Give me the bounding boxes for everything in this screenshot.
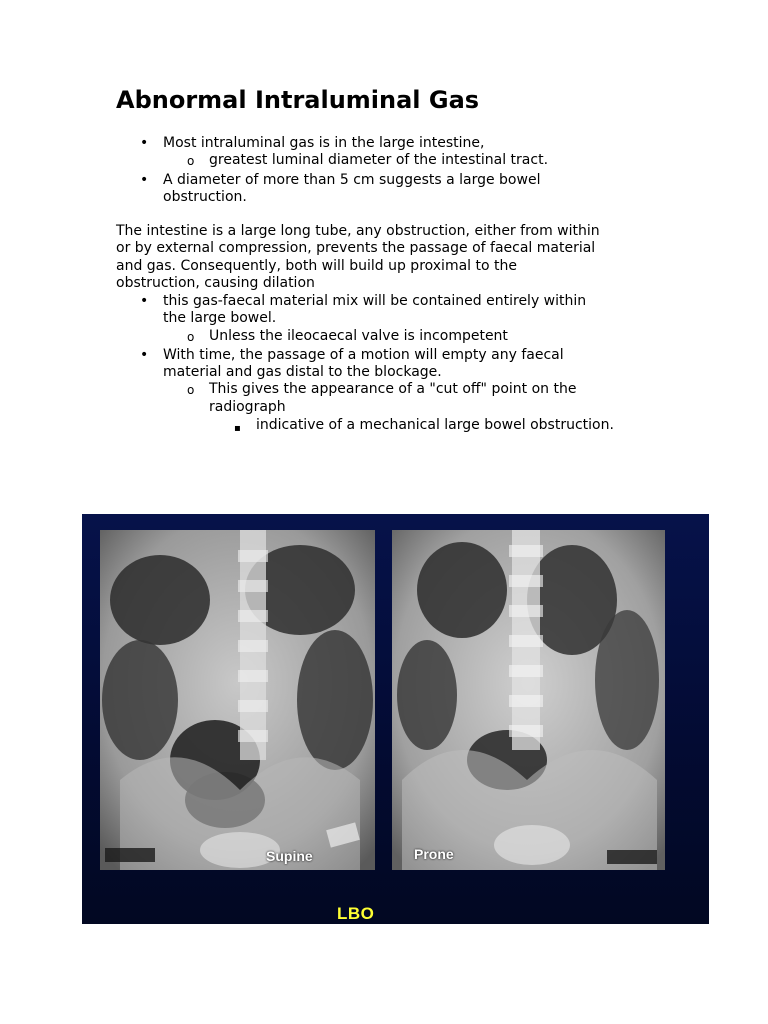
body-paragraph-line: or by external compression, prevents the passage of faecal material (116, 240, 596, 256)
list-item: obstruction. (163, 189, 247, 205)
list-item: radiograph (209, 399, 286, 415)
list-item: This gives the appearance of a "cut off" point on the (209, 381, 577, 397)
bullet-icon: • (140, 135, 149, 151)
sub-bullet-icon: o (187, 330, 195, 344)
list-item: greatest luminal diameter of the intestinal tract. (209, 152, 549, 168)
body-paragraph-line: The intestine is a large long tube, any obstruction, either from within (116, 223, 600, 239)
figure-caption: LBO (337, 904, 375, 923)
list-item: Unless the ileocaecal valve is incompetent (209, 328, 508, 344)
list-item: Most intraluminal gas is in the large intestine, (163, 135, 485, 151)
prone-label: Prone (414, 846, 454, 862)
sub-bullet-icon: o (187, 383, 195, 397)
bullet-icon: • (140, 293, 149, 309)
radiograph-figure (82, 514, 709, 924)
supine-label: Supine (266, 848, 313, 864)
list-item: the large bowel. (163, 310, 277, 326)
bullet-icon: • (140, 347, 149, 363)
square-bullet-icon: ▪ (234, 423, 241, 434)
page-title: Abnormal Intraluminal Gas (116, 86, 480, 114)
list-item: this gas-faecal material mix will be contained entirely within (163, 293, 587, 309)
bullet-icon: • (140, 172, 149, 188)
list-item: A diameter of more than 5 cm suggests a large bowel (163, 172, 541, 188)
body-paragraph-line: obstruction, causing dilation (116, 275, 315, 291)
list-item: With time, the passage of a motion will empty any faecal (163, 347, 564, 363)
sub-bullet-icon: o (187, 154, 195, 168)
list-item: indicative of a mechanical large bowel obstruction. (256, 417, 614, 433)
list-item: material and gas distal to the blockage. (163, 364, 442, 380)
xray-image-icon (392, 530, 665, 870)
prone-radiograph (392, 530, 665, 870)
supine-radiograph (100, 530, 375, 870)
xray-image-icon (100, 530, 375, 870)
body-paragraph-line: and gas. Consequently, both will build up proximal to the (116, 258, 517, 274)
